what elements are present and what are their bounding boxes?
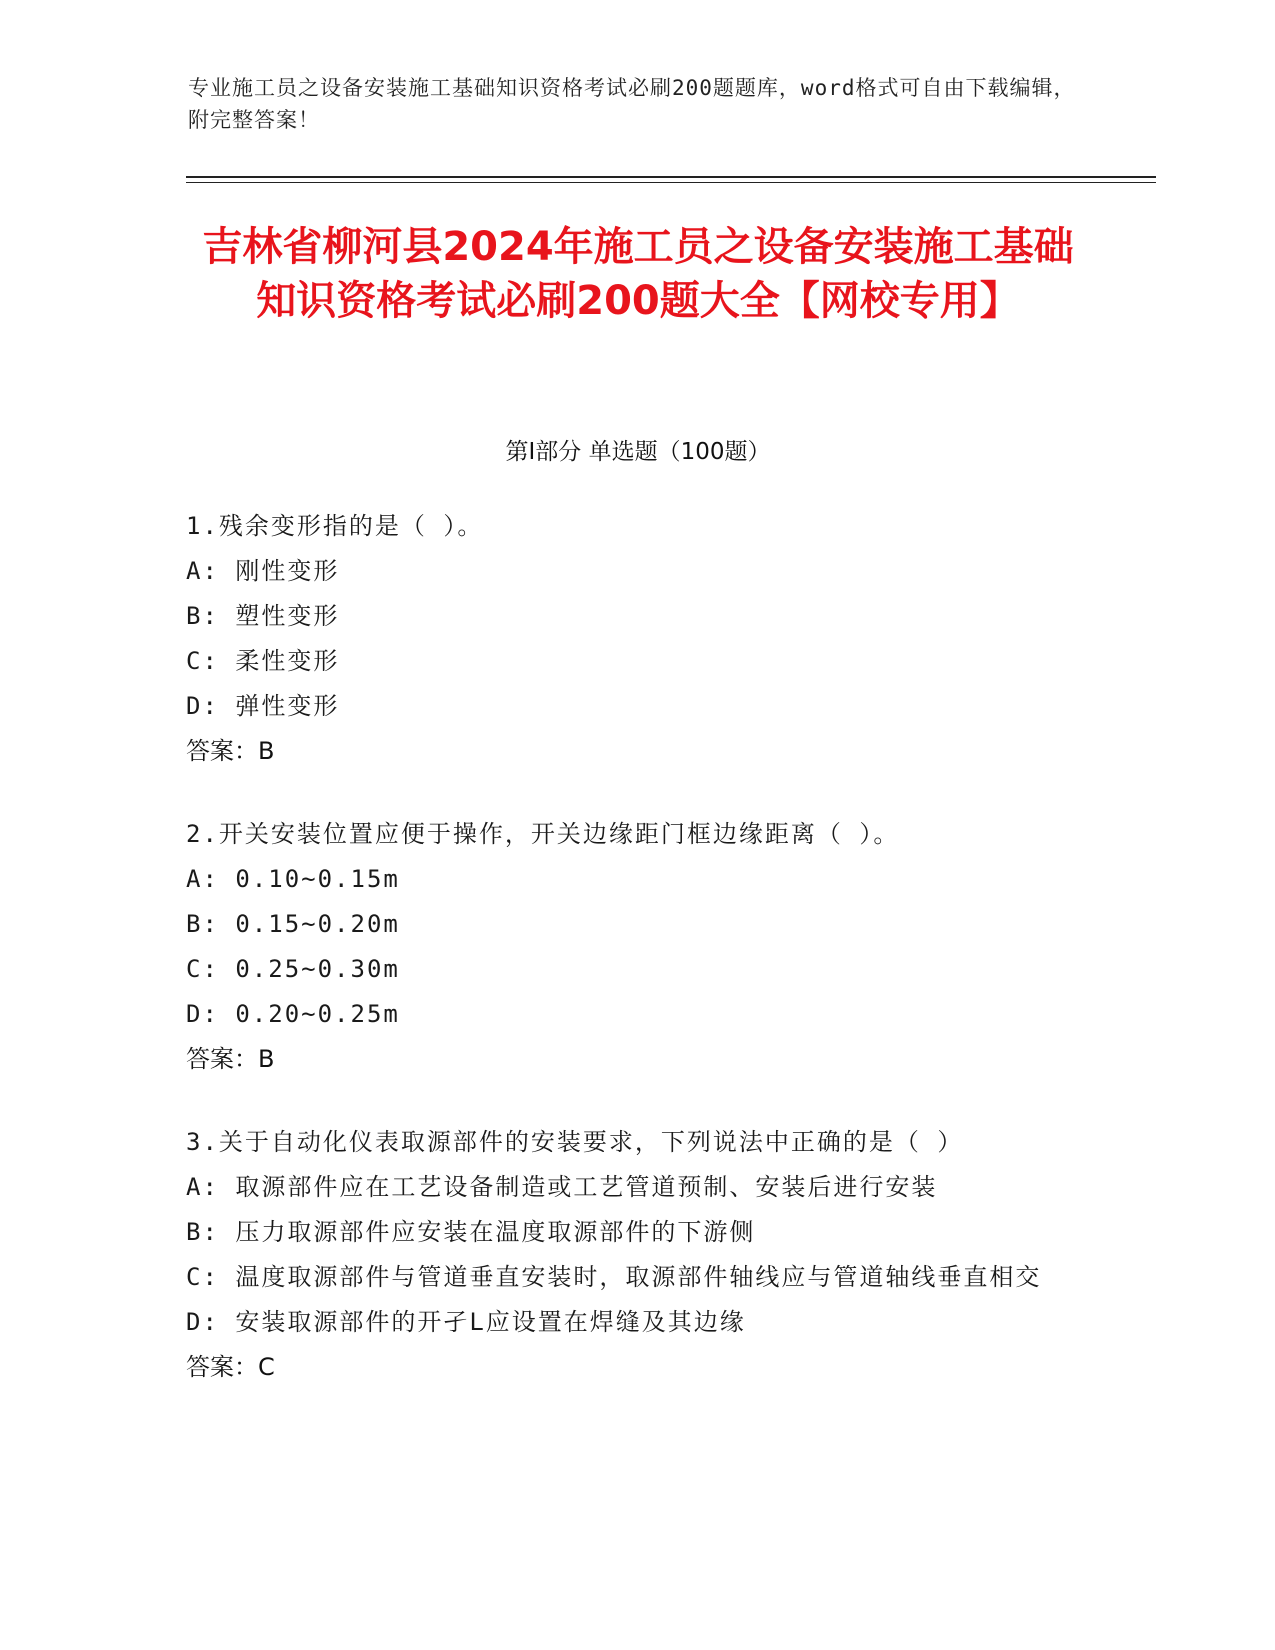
option-c: C: 0.25~0.30m	[186, 955, 400, 983]
option-a: A: 刚性变形	[186, 557, 340, 585]
question-stem: 1.残余变形指的是（ ）。	[186, 512, 484, 540]
option-a: A: 取源部件应在工艺设备制造或工艺管道预制、安装后进行安装	[186, 1173, 938, 1201]
option-a: A: 0.10~0.15m	[186, 865, 400, 893]
option-d: D: 0.20~0.25m	[186, 1000, 400, 1028]
question-stem: 3.关于自动化仪表取源部件的安装要求，下列说法中正确的是（ ）	[186, 1128, 964, 1156]
header-rule-thick	[186, 176, 1156, 178]
question-3	[186, 1120, 1066, 1390]
answer: 答案：C	[186, 1353, 275, 1381]
option-b: B: 塑性变形	[186, 602, 340, 630]
option-b: B: 0.15~0.20m	[186, 910, 400, 938]
option-c: C: 柔性变形	[186, 647, 340, 675]
answer: 答案：B	[186, 737, 275, 765]
section-heading: 第I部分 单选题（100题）	[505, 439, 771, 465]
option-c: C: 温度取源部件与管道垂直安装时，取源部件轴线应与管道轴线垂直相交	[186, 1263, 1042, 1291]
question-stem: 2.开关安装位置应便于操作，开关边缘距门框边缘距离（ ）。	[186, 820, 900, 848]
question-1	[186, 504, 1066, 774]
header-rule-thin	[186, 182, 1156, 183]
document-title: 吉林省柳河县2024年施工员之设备安装施工基础知识资格考试必刷200题大全【网校专用】	[202, 224, 1074, 324]
option-d: D: 弹性变形	[186, 692, 340, 720]
answer: 答案：B	[186, 1045, 275, 1073]
header-note: 专业施工员之设备安装施工基础知识资格考试必刷200题题库，word格式可自由下载编辑，附完整答案！	[188, 76, 1076, 132]
option-b: B: 压力取源部件应安装在温度取源部件的下游侧	[186, 1218, 756, 1246]
option-d: D: 安装取源部件的开孑L应设置在焊缝及其边缘	[186, 1308, 746, 1336]
question-2	[186, 812, 1066, 1082]
